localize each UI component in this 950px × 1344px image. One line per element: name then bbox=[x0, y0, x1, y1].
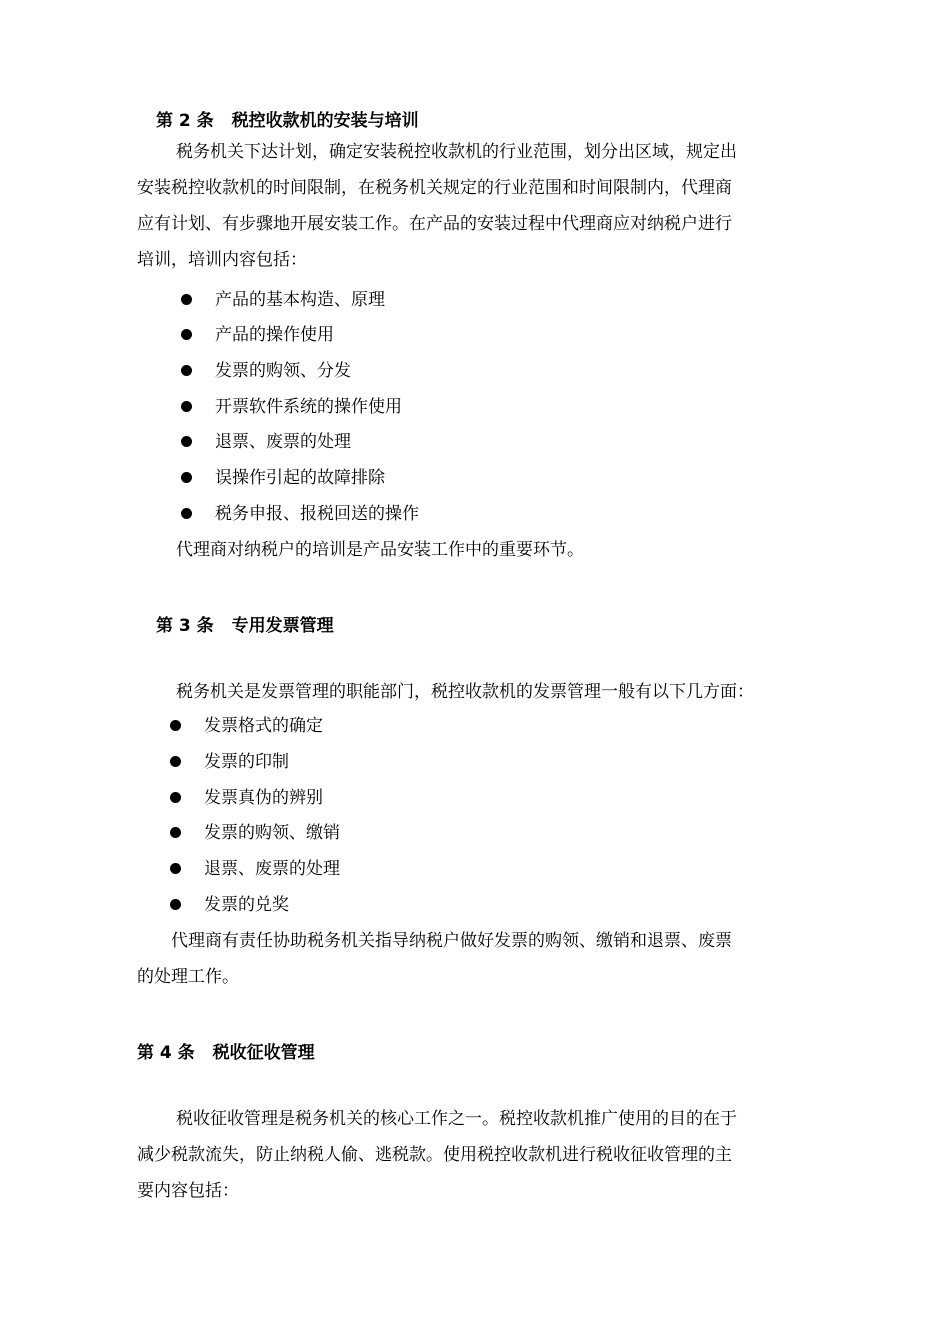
list-item bbox=[181, 323, 334, 347]
section-title: 专用发票管理 bbox=[231, 616, 334, 636]
list-item-text: 发票的购领、分发 bbox=[215, 361, 351, 381]
section-heading-3 bbox=[156, 611, 334, 636]
list-item-text: 发票的印制 bbox=[204, 752, 289, 772]
list-item-text: 退票、废票的处理 bbox=[215, 432, 351, 452]
list-item-text: 产品的操作使用 bbox=[215, 325, 334, 345]
list-item bbox=[181, 288, 385, 312]
paragraph-line: 税务机关下达计划，确定安装税控收款机的行业范围，划分出区域，规定出 bbox=[176, 142, 737, 162]
list-item-text: 发票的兑奖 bbox=[204, 895, 289, 915]
bullet-icon bbox=[170, 720, 181, 731]
section-heading-4 bbox=[137, 1038, 315, 1063]
section-number: 第 2 条 bbox=[156, 111, 214, 131]
paragraph-line: 税收征收管理是税务机关的核心工作之一。税控收款机推广使用的目的在于 bbox=[176, 1109, 737, 1129]
list-item-text: 发票真伪的辨别 bbox=[204, 788, 323, 808]
paragraph-line: 税务机关是发票管理的职能部门，税控收款机的发票管理一般有以下几方面： bbox=[176, 682, 754, 702]
list-item-text: 开票软件系统的操作使用 bbox=[215, 397, 402, 417]
list-item bbox=[181, 502, 419, 526]
paragraph-line: 的处理工作。 bbox=[137, 967, 239, 987]
bullet-icon bbox=[170, 756, 181, 767]
paragraph-line: 应有计划、有步骤地开展安装工作。在产品的安装过程中代理商应对纳税户进行 bbox=[137, 214, 732, 234]
list-item bbox=[181, 395, 402, 419]
list-item-text: 发票格式的确定 bbox=[204, 716, 323, 736]
paragraph-line: 要内容包括： bbox=[137, 1181, 239, 1201]
paragraph-line: 减少税款流失，防止纳税人偷、逃税款。使用税控收款机进行税收征收管理的主 bbox=[137, 1145, 732, 1165]
bullet-icon bbox=[170, 827, 181, 838]
list-item bbox=[170, 893, 289, 917]
bullet-icon bbox=[181, 436, 192, 447]
list-item bbox=[170, 821, 340, 845]
bullet-icon bbox=[181, 294, 192, 305]
paragraph-line: 安装税控收款机的时间限制，在税务机关规定的行业范围和时间限制内，代理商 bbox=[137, 178, 732, 198]
list-item bbox=[181, 430, 351, 454]
list-item bbox=[181, 359, 351, 383]
bullet-icon bbox=[181, 472, 192, 483]
list-item-text: 产品的基本构造、原理 bbox=[215, 290, 385, 310]
bullet-icon bbox=[170, 792, 181, 803]
list-item-text: 税务申报、报税回送的操作 bbox=[215, 504, 419, 524]
list-item bbox=[181, 466, 385, 490]
section-heading-2 bbox=[156, 106, 419, 131]
paragraph-line: 代理商有责任协助税务机关指导纳税户做好发票的购领、缴销和退票、废票 bbox=[171, 931, 732, 951]
list-item bbox=[170, 714, 323, 738]
paragraph-line: 代理商对纳税户的培训是产品安装工作中的重要环节。 bbox=[176, 540, 584, 560]
list-item-text: 发票的购领、缴销 bbox=[204, 823, 340, 843]
section-number: 第 3 条 bbox=[156, 616, 214, 636]
section-number: 第 4 条 bbox=[137, 1043, 195, 1063]
bullet-icon bbox=[170, 863, 181, 874]
bullet-icon bbox=[181, 329, 192, 340]
list-item bbox=[170, 786, 323, 810]
list-item-text: 退票、废票的处理 bbox=[204, 859, 340, 879]
list-item bbox=[170, 857, 340, 881]
bullet-icon bbox=[181, 365, 192, 376]
bullet-icon bbox=[170, 899, 181, 910]
list-item-text: 误操作引起的故障排除 bbox=[215, 468, 385, 488]
list-item bbox=[170, 750, 289, 774]
section-title: 税收征收管理 bbox=[212, 1043, 315, 1063]
paragraph-line: 培训，培训内容包括： bbox=[137, 250, 307, 270]
bullet-icon bbox=[181, 508, 192, 519]
bullet-icon bbox=[181, 401, 192, 412]
section-title: 税控收款机的安装与培训 bbox=[231, 111, 419, 131]
